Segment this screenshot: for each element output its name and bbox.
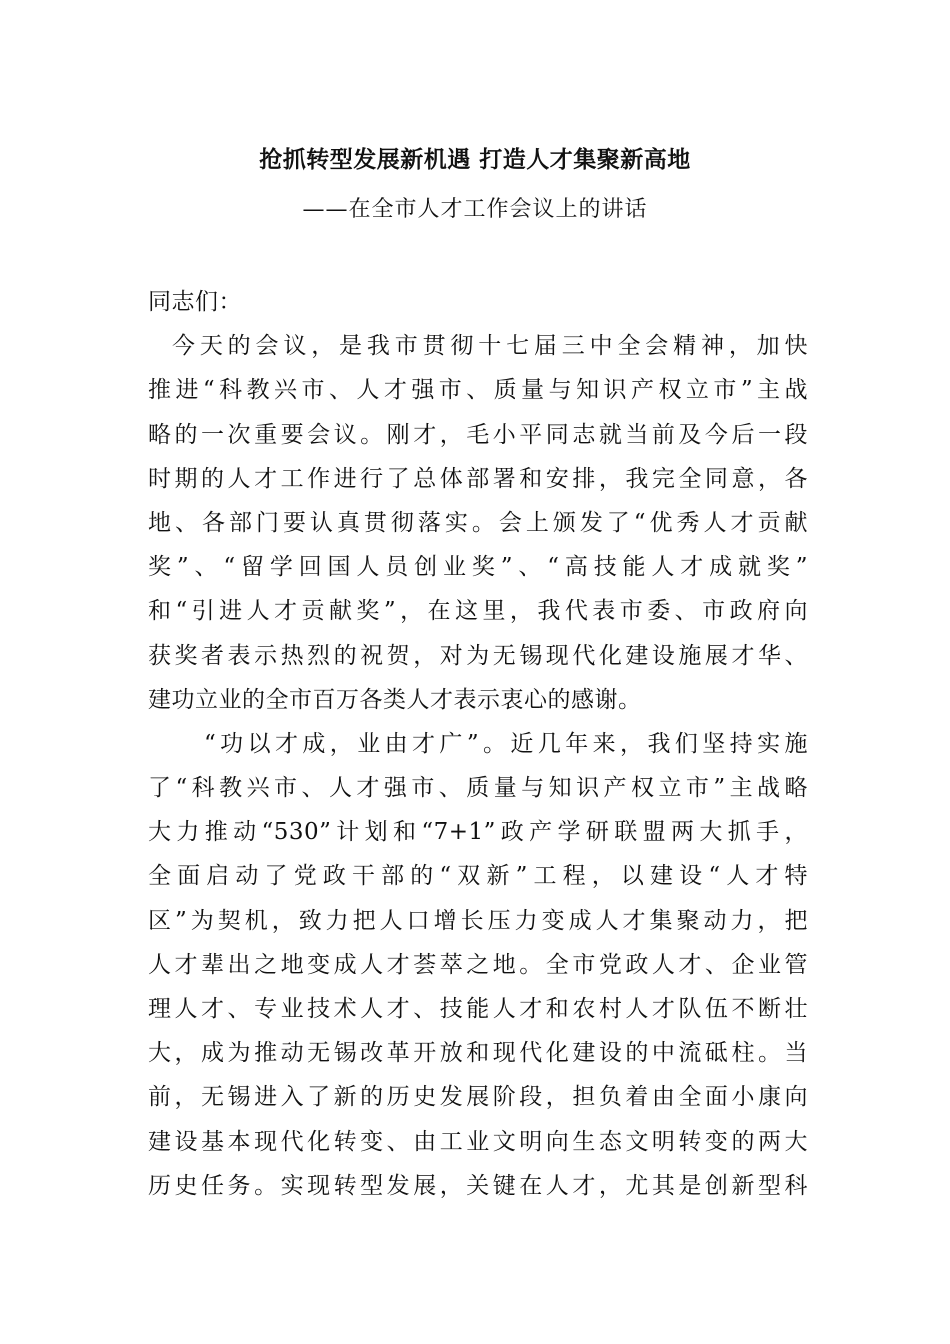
text-line: 区”为契机，致力把人口增长压力变成人才集聚动力，把 [148,907,808,934]
text-line: 了“科教兴市、人才强市、质量与知识产权立市”主战略 [148,775,808,802]
text-line: 略的一次重要会议。刚才，毛小平同志就当前及今后一段 [148,421,808,448]
text-line: 大，成为推动无锡改革开放和现代化建设的中流砥柱。当 [148,1040,808,1067]
text-line: 前，无锡进入了新的历史发展阶段，担负着由全面小康向 [148,1084,808,1111]
text-line: 今天的会议，是我市贯彻十七届三中全会精神，加快 [172,333,808,360]
text-line: 推进“科教兴市、人才强市、质量与知识产权立市”主战 [148,377,808,404]
text-line: 人才辈出之地变成人才荟萃之地。全市党政人才、企业管 [148,951,808,978]
salutation: 同志们： [148,289,242,315]
text-line: 全面启动了党政干部的“双新”工程，以建设“人才特 [148,863,808,890]
text-line: 理人才、专业技术人才、技能人才和农村人才队伍不断壮 [148,996,808,1022]
text-line: 奖”、“留学回国人员创业奖”、“高技能人才成就奖” [148,554,808,581]
text-line: 时期的人才工作进行了总体部署和安排，我完全同意，各 [148,465,808,492]
text-line: 地、各部门要认真贯彻落实。会上颁发了“优秀人才贡献 [148,509,808,536]
text-line: 和“引进人才贡献奖”，在这里，我代表市委、市政府向 [148,598,808,625]
document-title: 抢抓转型发展新机遇 打造人才集聚新高地 [259,146,691,173]
document-subtitle: ——在全市人才工作会议上的讲话 [302,197,648,222]
text-line: 大力推动“530”计划和“7+1”政产学研联盟两大抓手， [148,819,808,846]
text-line: 获奖者表示热烈的祝贺，对为无锡现代化建设施展才华、 [148,642,808,669]
text-line: 建功立业的全市百万各类人才表示衷心的感谢。 [148,686,642,713]
document-body [148,280,808,1208]
text-line: “功以才成，业由才广”。近几年来，我们坚持实施 [204,730,808,757]
text-line: 历史任务。实现转型发展，关键在人才，尤其是创新型科 [148,1172,808,1199]
text-line: 建设基本现代化转变、由工业文明向生态文明转变的两大 [148,1128,808,1155]
